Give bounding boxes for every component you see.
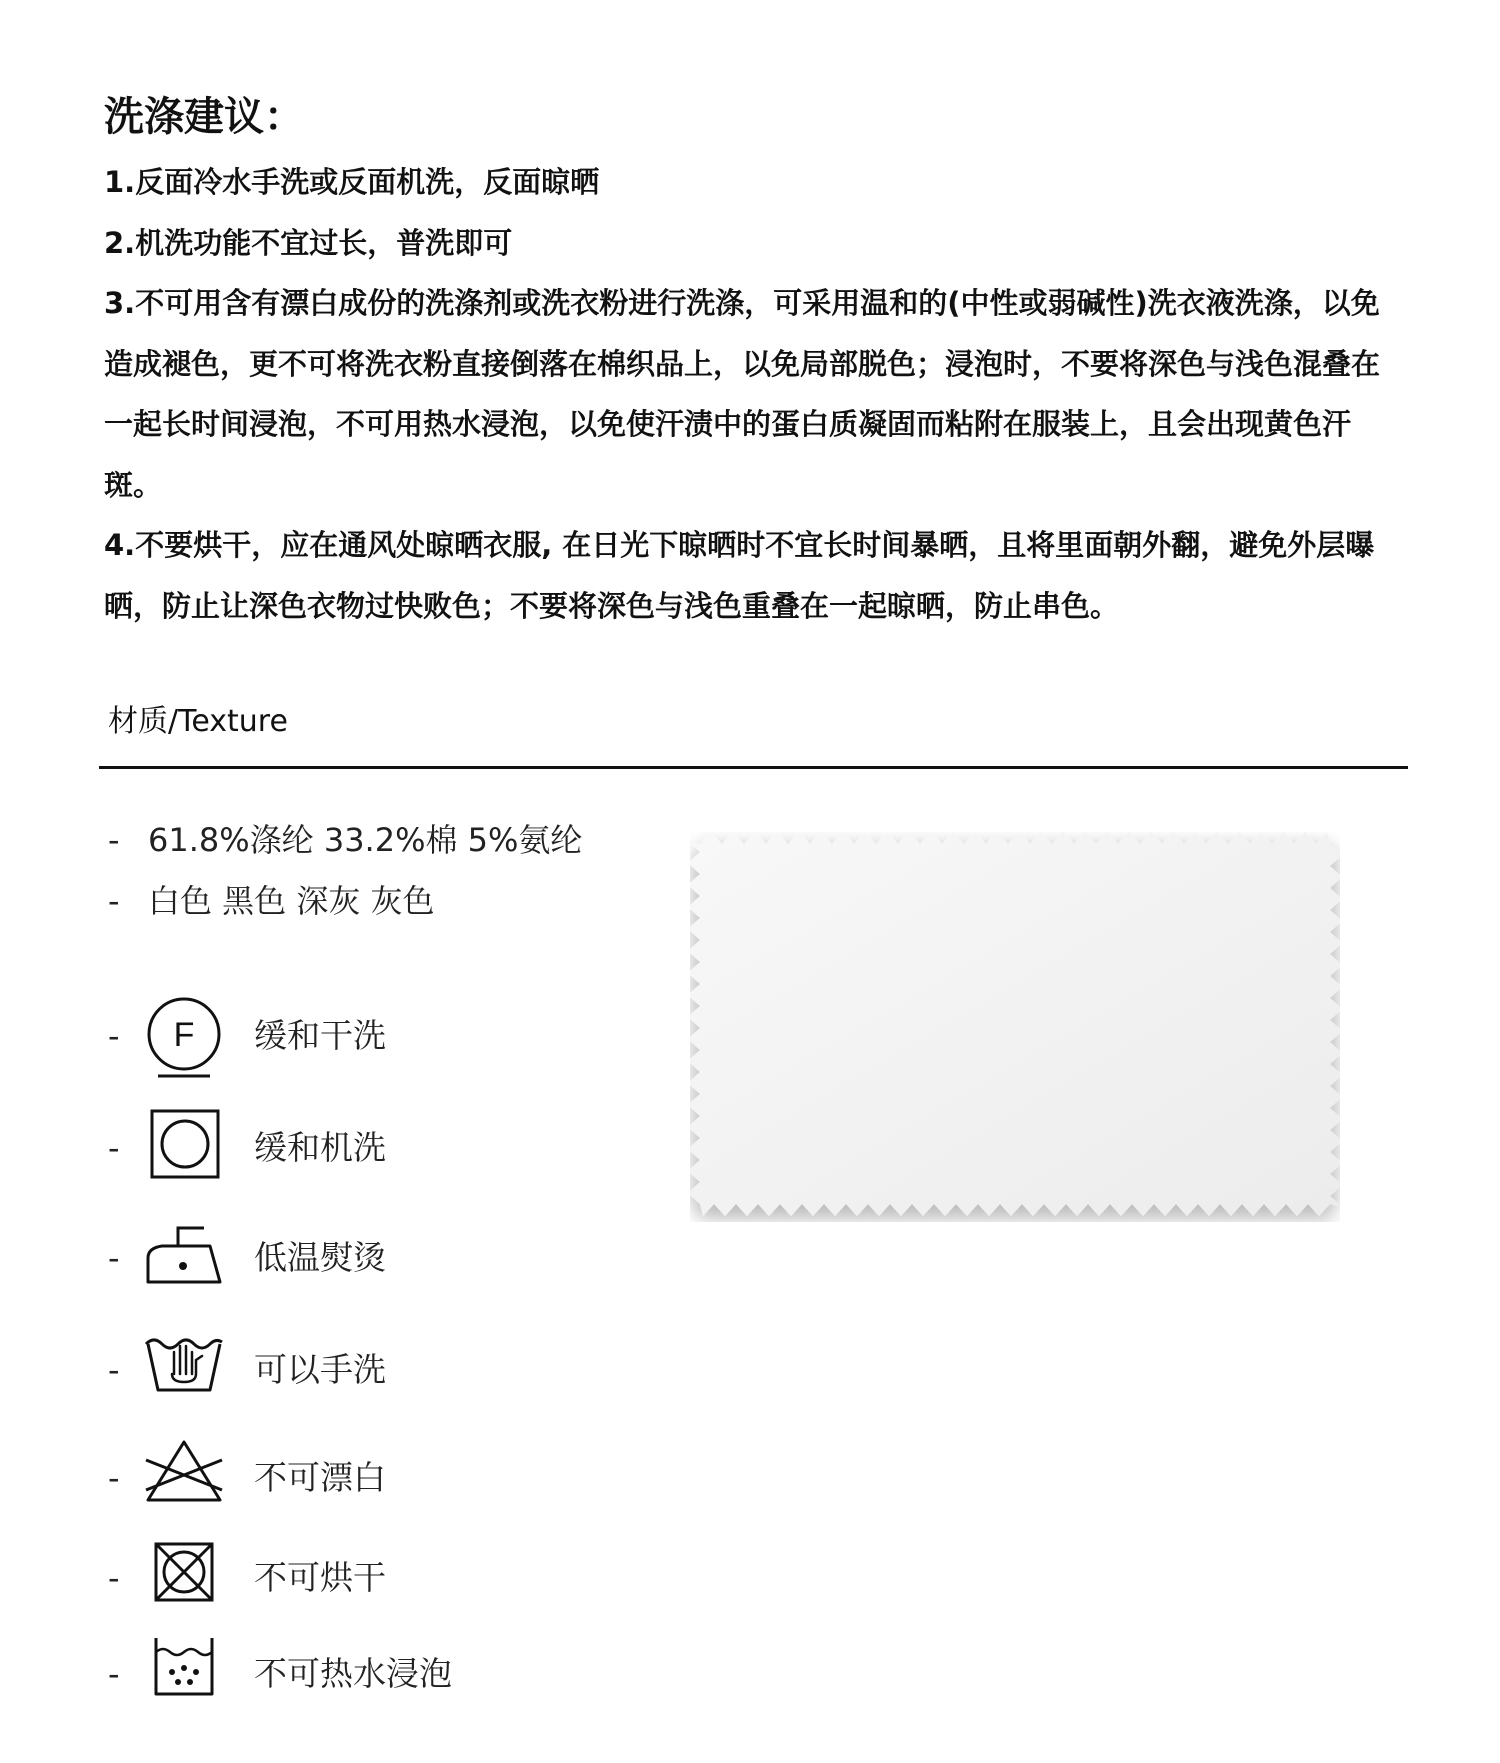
texture-divider [99,766,1408,769]
care-label-dry-clean: 缓和干洗 [254,1016,386,1055]
bullet-dash: - [108,1459,120,1497]
bullet-dash: - [108,882,120,920]
washing-advice-title: 洗涤建议： [104,94,304,140]
care-row-hand-wash [108,1330,568,1420]
dry-clean-f-icon [144,996,224,1076]
care-label-no-hot-soak: 不可热水浸泡 [254,1654,452,1693]
dry-clean-letter: F [173,1016,195,1054]
bullet-dash: - [108,1655,120,1693]
bullet-dash: - [108,1239,120,1277]
washing-advice-section [104,90,1394,636]
no-hot-water-soak-icon [144,1634,224,1714]
texture-heading: 材质/Texture [108,704,288,739]
gentle-machine-wash-icon [144,1108,224,1188]
bullet-dash: - [108,1129,120,1167]
bullet-dash: - [108,1017,120,1055]
care-row-low-iron [108,1218,568,1308]
washing-advice-item-1: 1.反面冷水手洗或反面机洗，反面晾晒 [104,165,600,199]
care-row-no-bleach [108,1438,568,1528]
bullet-dash: - [108,821,120,859]
bullet-dash: - [108,1351,120,1389]
low-temp-iron-icon [144,1218,224,1298]
washing-advice-item-3: 3.不可用含有漂白成份的洗涤剂或洗衣粉进行洗涤，可采用温和的(中性或弱碱性)洗衣液洗涤，以免造成褪色，更不可将洗衣粉直接倒落在棉织品上，以免局部脱色；浸泡时，不要将深色与浅色混叠在一起长时间浸泡，不可用热水浸泡，以免使汗渍中的蛋白质凝固而粘附在服装上，且会出现黄色汗斑。 [104,286,1381,502]
swatch-shape [690,832,1340,1216]
composition-row [108,818,582,862]
bullet-dash: - [108,1559,120,1597]
care-label-machine-wash: 缓和机洗 [254,1128,386,1167]
hand-wash-icon [144,1330,224,1410]
no-tumble-dry-icon [144,1538,224,1618]
care-row-machine-wash [108,1108,568,1198]
care-label-no-tumble-dry: 不可烘干 [254,1558,386,1597]
washing-advice-item-2: 2.机洗功能不宜过长，普洗即可 [104,225,513,260]
washing-advice-item-4: 4.不要烘干，应在通风处晾晒衣服, 在日光下晾晒时不宜长时间暴晒，且将里面朝外翻，避免外层曝晒，防止让深色衣物过快败色；不要将深色与浅色重叠在一起晾晒，防止串色。 [104,528,1375,623]
care-label-low-iron: 低温熨烫 [254,1238,386,1277]
care-label-hand-wash: 可以手洗 [254,1350,386,1389]
fabric-swatch-image [690,832,1340,1222]
care-row-no-hot-soak [108,1634,568,1724]
care-row-dry-clean [108,996,568,1086]
no-bleach-icon [144,1438,224,1518]
colors-row [108,879,435,923]
care-label-no-bleach: 不可漂白 [254,1458,386,1497]
colors-text: 白色 黑色 深灰 灰色 [148,882,435,920]
care-row-no-tumble-dry [108,1538,568,1628]
composition-text: 61.8%涤纶 33.2%棉 5%氨纶 [148,821,583,859]
